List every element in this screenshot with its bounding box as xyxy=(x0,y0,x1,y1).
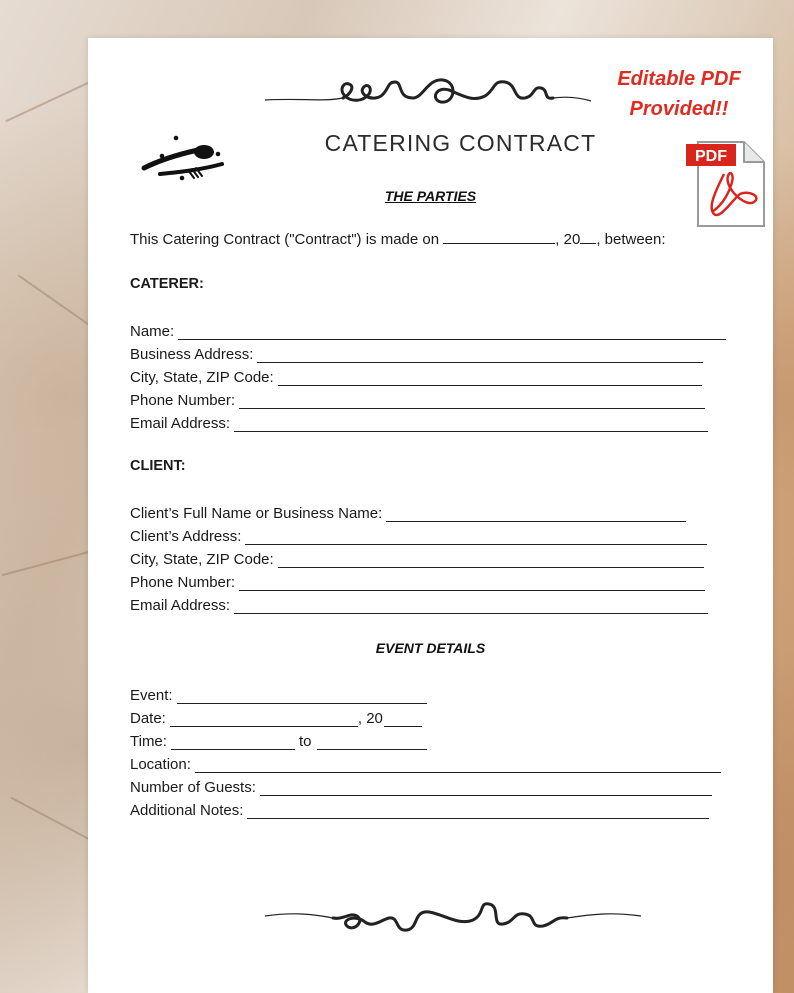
client-phone-field[interactable] xyxy=(130,571,705,591)
contract-year-blank[interactable] xyxy=(580,232,596,244)
promo-line-2: Provided!! xyxy=(629,98,729,120)
caterer-phone-field[interactable] xyxy=(130,389,705,409)
background-vein xyxy=(18,274,93,327)
field-label: Client’s Address: xyxy=(130,528,242,545)
date-year-prefix: , 20 xyxy=(357,710,383,727)
parties-heading: THE PARTIES xyxy=(384,188,477,204)
field-label: Name: xyxy=(130,323,175,340)
field-label: Email Address: xyxy=(130,597,231,614)
intro-prefix: This Catering Contract ("Contract") is made on xyxy=(130,231,440,248)
field-blank[interactable] xyxy=(234,600,708,614)
caterer-heading: CATERER: xyxy=(130,276,204,292)
time-to-label: to xyxy=(298,733,312,750)
field-blank[interactable] xyxy=(239,577,705,591)
event-time-field[interactable] xyxy=(130,730,427,750)
event-year-blank[interactable] xyxy=(384,713,422,727)
document-title: CATERING CONTRACT xyxy=(324,130,597,156)
caterer-email-field[interactable] xyxy=(130,412,708,432)
intro-sentence xyxy=(130,231,666,248)
client-address-field[interactable] xyxy=(130,525,707,545)
end-time-blank[interactable] xyxy=(317,736,427,750)
field-label: Location: xyxy=(130,756,191,773)
top-flourish-ornament-icon xyxy=(263,68,593,118)
field-blank[interactable] xyxy=(257,349,703,363)
event-details-heading: EVENT DETAILS xyxy=(375,640,486,656)
intro-suffix: , between: xyxy=(596,231,666,248)
promo-line-1: Editable PDF xyxy=(617,68,741,90)
contract-page xyxy=(88,38,773,993)
field-blank[interactable] xyxy=(386,508,686,522)
field-label: Number of Guests: xyxy=(130,779,256,796)
field-blank[interactable] xyxy=(178,326,726,340)
field-blank[interactable] xyxy=(239,395,705,409)
event-field[interactable] xyxy=(130,684,427,704)
start-time-blank[interactable] xyxy=(171,736,295,750)
pdf-badge-label: PDF xyxy=(695,148,727,165)
background-vein xyxy=(10,797,99,846)
bottom-flourish-ornament-icon xyxy=(263,890,643,950)
field-blank[interactable] xyxy=(247,805,709,819)
number-of-guests-field[interactable] xyxy=(130,776,712,796)
field-label: Email Address: xyxy=(130,415,231,432)
client-email-field[interactable] xyxy=(130,594,708,614)
field-label: Date: xyxy=(130,710,166,727)
pdf-file-icon xyxy=(684,138,768,230)
field-blank[interactable] xyxy=(278,372,702,386)
field-label: Time: xyxy=(130,733,167,750)
editable-pdf-promo xyxy=(584,64,774,124)
field-label: Event: xyxy=(130,687,173,704)
event-date-field[interactable] xyxy=(130,707,422,727)
field-label: Client’s Full Name or Business Name: xyxy=(130,505,383,522)
field-blank[interactable] xyxy=(195,759,721,773)
field-label: Phone Number: xyxy=(130,574,236,591)
field-blank[interactable] xyxy=(260,782,712,796)
field-blank[interactable] xyxy=(177,690,427,704)
client-city-state-zip-field[interactable] xyxy=(130,548,704,568)
caterer-city-state-zip-field[interactable] xyxy=(130,366,702,386)
field-blank[interactable] xyxy=(234,418,708,432)
field-blank[interactable] xyxy=(278,554,704,568)
field-label: Business Address: xyxy=(130,346,254,363)
caterer-business-address-field[interactable] xyxy=(130,343,703,363)
additional-notes-field[interactable] xyxy=(130,799,709,819)
field-label: City, State, ZIP Code: xyxy=(130,369,274,386)
event-location-field[interactable] xyxy=(130,753,721,773)
field-label: City, State, ZIP Code: xyxy=(130,551,274,568)
event-date-blank[interactable] xyxy=(170,713,358,727)
client-name-field[interactable] xyxy=(130,502,686,522)
field-blank[interactable] xyxy=(245,531,707,545)
field-label: Additional Notes: xyxy=(130,802,244,819)
client-heading: CLIENT: xyxy=(130,458,186,474)
intro-middle: , 20 xyxy=(555,231,581,248)
contract-date-blank[interactable] xyxy=(443,232,555,244)
field-label: Phone Number: xyxy=(130,392,236,409)
caterer-name-field[interactable] xyxy=(130,320,726,340)
